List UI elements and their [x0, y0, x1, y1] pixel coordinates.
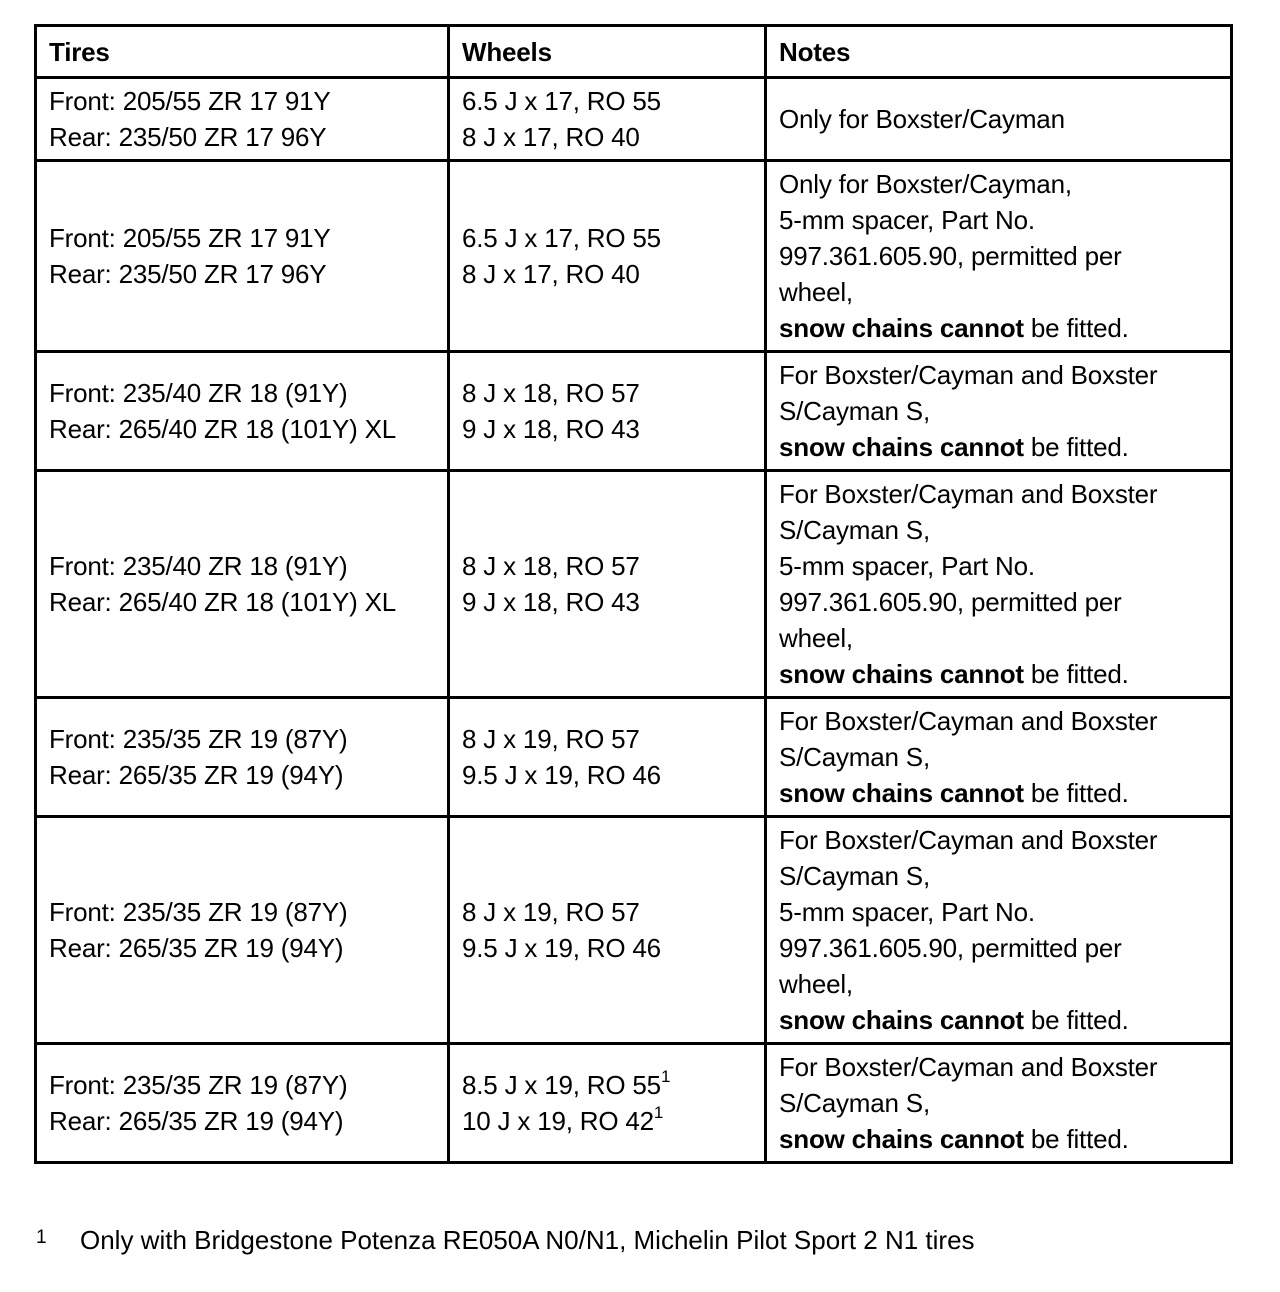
note-line: 997.361.605.90, permitted per [779, 241, 1122, 271]
note-line: S/Cayman S, [779, 515, 930, 545]
snow-chains-note [779, 1121, 1218, 1157]
tire-front: Front: 235/35 ZR 19 (87Y) [49, 724, 348, 754]
notes-cell [766, 78, 1232, 161]
wheel-rear: 9.5 J x 19, RO 46 [462, 933, 661, 963]
wheel-front: 6.5 J x 17, RO 55 [462, 86, 661, 116]
table-row [36, 1044, 1232, 1163]
tire-rear: Rear: 235/50 ZR 17 96Y [49, 259, 327, 289]
snow-chains-note [779, 429, 1218, 465]
notes-cell [766, 352, 1232, 471]
tire-rear: Rear: 265/35 ZR 19 (94Y) [49, 933, 344, 963]
wheel-rear: 9 J x 18, RO 43 [462, 587, 640, 617]
snow-chains-note [779, 656, 1218, 692]
snow-chains-rest: be fitted. [1023, 313, 1129, 343]
note-line: 997.361.605.90, permitted per [779, 933, 1122, 963]
wheels-cell [449, 352, 766, 471]
wheel-front: 8 J x 18, RO 57 [462, 378, 640, 408]
snow-chains-note [779, 1002, 1218, 1038]
tires-cell [36, 471, 449, 698]
note-line: S/Cayman S, [779, 1088, 930, 1118]
note-line: Only for Boxster/Cayman [779, 104, 1065, 134]
tire-front: Front: 235/35 ZR 19 (87Y) [49, 1070, 348, 1100]
note-line: wheel, [779, 969, 853, 999]
tire-front: Front: 235/40 ZR 18 (91Y) [49, 378, 348, 408]
table-row [36, 161, 1232, 352]
note-line: wheel, [779, 277, 853, 307]
notes-cell [766, 471, 1232, 698]
snow-chains-bold: snow chains cannot [779, 1005, 1024, 1035]
wheel-rear: 9.5 J x 19, RO 46 [462, 760, 661, 790]
wheel-front: 6.5 J x 17, RO 55 [462, 223, 661, 253]
footnote-marker: 1 [36, 1227, 47, 1248]
tires-cell [36, 1044, 449, 1163]
tire-rear: Rear: 265/40 ZR 18 (101Y) XL [49, 587, 397, 617]
tires-cell [36, 78, 449, 161]
table-row [36, 78, 1232, 161]
notes-cell [766, 161, 1232, 352]
snow-chains-bold: snow chains cannot [779, 778, 1024, 808]
snow-chains-rest: be fitted. [1023, 432, 1129, 462]
note-line: 5-mm spacer, Part No. [779, 551, 1035, 581]
wheel-front [462, 1067, 752, 1103]
notes-cell [766, 698, 1232, 817]
note-line: For Boxster/Cayman and Boxster [779, 479, 1158, 509]
snow-chains-rest: be fitted. [1023, 659, 1129, 689]
note-line: For Boxster/Cayman and Boxster [779, 825, 1158, 855]
tire-rear: Rear: 265/35 ZR 19 (94Y) [49, 760, 344, 790]
footnote-ref: 1 [653, 1103, 664, 1123]
wheels-cell [449, 1044, 766, 1163]
wheel-rear: 8 J x 17, RO 40 [462, 122, 640, 152]
wheel-front: 8 J x 19, RO 57 [462, 897, 640, 927]
wheel-front: 8 J x 18, RO 57 [462, 551, 640, 581]
wheel-front: 8 J x 19, RO 57 [462, 724, 640, 754]
wheel-rear-text: 10 J x 19, RO 42 [462, 1106, 654, 1136]
note-line: 997.361.605.90, permitted per [779, 587, 1122, 617]
header-wheels: Wheels [449, 26, 766, 78]
wheels-cell [449, 471, 766, 698]
note-line: For Boxster/Cayman and Boxster [779, 706, 1158, 736]
snow-chains-note [779, 310, 1218, 346]
tires-cell [36, 352, 449, 471]
header-notes: Notes [766, 26, 1232, 78]
note-line: 5-mm spacer, Part No. [779, 205, 1035, 235]
note-line: S/Cayman S, [779, 861, 930, 891]
tire-front: Front: 205/55 ZR 17 91Y [49, 223, 331, 253]
header-tires: Tires [36, 26, 449, 78]
footnote-text: Only with Bridgestone Potenza RE050A N0/N1, Michelin Pilot Sport 2 N1 tires [80, 1225, 975, 1255]
note-line: wheel, [779, 623, 853, 653]
tires-cell [36, 161, 449, 352]
tire-front: Front: 205/55 ZR 17 91Y [49, 86, 331, 116]
table-row [36, 817, 1232, 1044]
wheels-cell [449, 161, 766, 352]
tire-rear: Rear: 235/50 ZR 17 96Y [49, 122, 327, 152]
footnote-ref: 1 [660, 1067, 671, 1087]
tire-rear: Rear: 265/35 ZR 19 (94Y) [49, 1106, 344, 1136]
snow-chains-bold: snow chains cannot [779, 432, 1024, 462]
snow-chains-note [779, 775, 1218, 811]
tire-front: Front: 235/35 ZR 19 (87Y) [49, 897, 348, 927]
table-row [36, 471, 1232, 698]
wheel-front-text: 8.5 J x 19, RO 55 [462, 1070, 661, 1100]
tires-cell [36, 698, 449, 817]
table-header-row [36, 26, 1232, 78]
wheel-rear: 9 J x 18, RO 43 [462, 414, 640, 444]
notes-cell [766, 817, 1232, 1044]
note-line: S/Cayman S, [779, 396, 930, 426]
note-line: S/Cayman S, [779, 742, 930, 772]
wheels-cell [449, 698, 766, 817]
table-row [36, 698, 1232, 817]
snow-chains-bold: snow chains cannot [779, 313, 1024, 343]
wheel-rear [462, 1103, 752, 1139]
tire-rear: Rear: 265/40 ZR 18 (101Y) XL [49, 414, 397, 444]
snow-chains-bold: snow chains cannot [779, 659, 1024, 689]
snow-chains-rest: be fitted. [1023, 1005, 1129, 1035]
table-row [36, 352, 1232, 471]
note-line: Only for Boxster/Cayman, [779, 169, 1072, 199]
note-line: 5-mm spacer, Part No. [779, 897, 1035, 927]
snow-chains-rest: be fitted. [1023, 778, 1129, 808]
note-line: For Boxster/Cayman and Boxster [779, 360, 1158, 390]
tire-front: Front: 235/40 ZR 18 (91Y) [49, 551, 348, 581]
wheel-rear: 8 J x 17, RO 40 [462, 259, 640, 289]
wheels-cell [449, 78, 766, 161]
wheels-cell [449, 817, 766, 1044]
snow-chains-rest: be fitted. [1023, 1124, 1129, 1154]
tire-wheel-table [34, 24, 1233, 1164]
note-line: For Boxster/Cayman and Boxster [779, 1052, 1158, 1082]
tires-cell [36, 817, 449, 1044]
snow-chains-bold: snow chains cannot [779, 1124, 1024, 1154]
notes-cell [766, 1044, 1232, 1163]
